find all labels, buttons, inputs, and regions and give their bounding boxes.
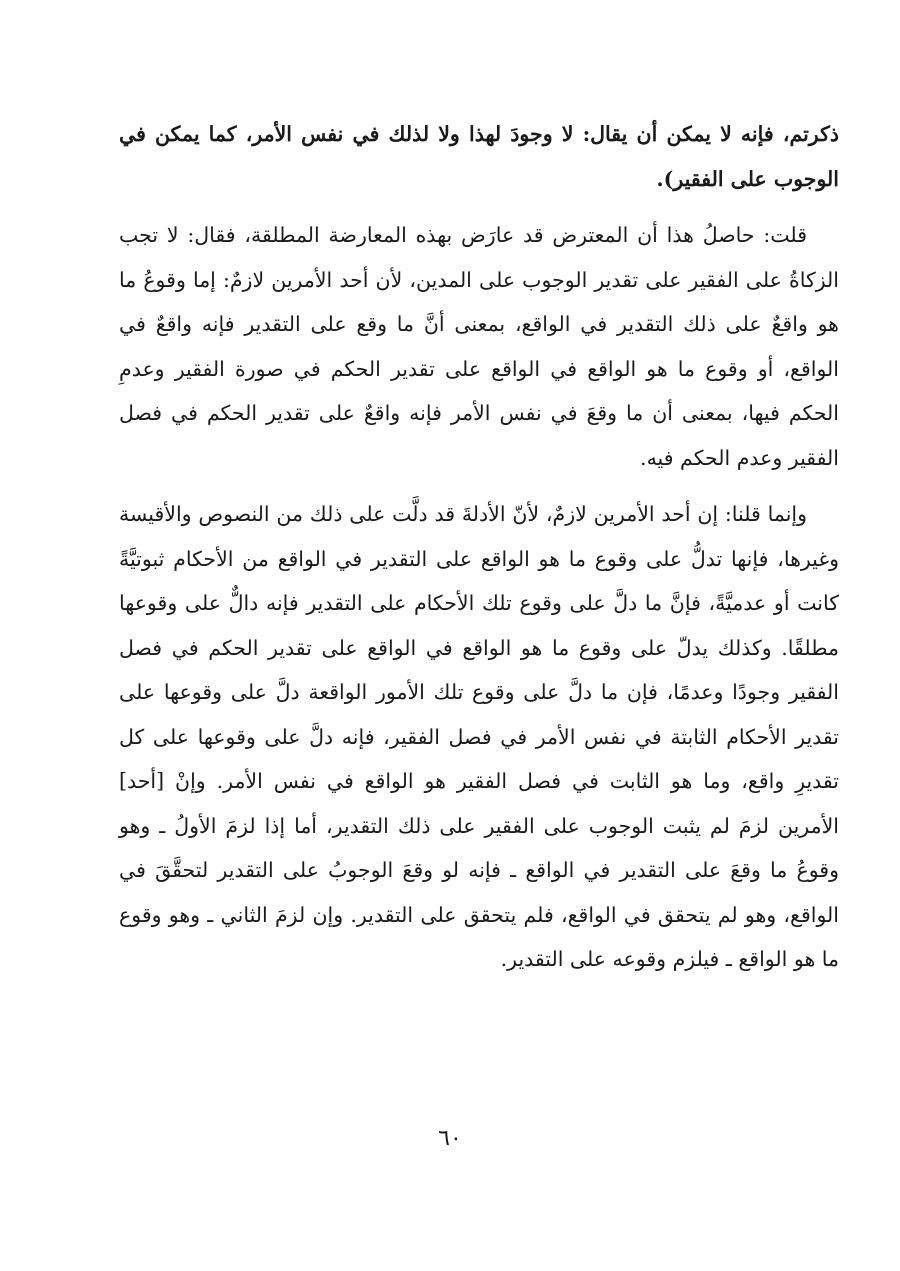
page-number: ٦٠ [438, 1126, 462, 1151]
page-body [119, 112, 839, 994]
paragraph-argument: وإنما قلنا: إن أحد الأمرين لازمٌ، لأنّ الأدلةَ قد دلَّت على ذلك من النصوص والأقيسة وغيرها، فإنها تدلُّ على وقوع ما هو الواقع على التقدير في الواقع من الأحكام ثبوتيَّةً كانت أو عدميَّةً، فإنَّ ما دلَّ على وقوع تلك الأحكام على التقدير فإنه دالٌّ على وقوعها مطلقًا. وكذلك يدلّ على وقوع ما هو الواقع في الواقع على تقدير الحكم في فصل الفقير وجودًا وعدمًا، فإن ما دلَّ على وقوع تلك الأمور الواقعة دلَّ على وقوعها على تقدير الأحكام الثابتة في نفس الأمر في فصل الفقير، فإنه دلَّ على وقوعها على كل تقديرِ واقع، وما هو الثابت في فصل الفقير هو الواقع في نفس الأمر. وإنْ [أحد] الأمرين لزمَ لم يثبت الوجوب على الفقير على ذلك التقدير، أما إذا لزمَ الأولُ ـ وهو وقوعُ ما وقعَ على التقدير في الواقع ـ فإنه لو وقعَ الوجوبُ على التقدير لتحقَّقَ في الواقع، وهو لم يتحقق في الواقع، فلم يتحقق على التقدير. وإن لزمَ الثاني ـ وهو وقوع ما هو الواقع ـ فيلزم وقوعه على التقدير. [119, 502, 839, 971]
paragraph-continuation: ذكرتم، فإنه لا يمكن أن يقال: لا وجودَ لهذا ولا لذلك في نفس الأمر، كما يمكن في الوجوب على الفقير). [119, 122, 839, 191]
paragraph-response: قلت: حاصلُ هذا أن المعترض قد عارَض بهذه المعارضة المطلقة، فقال: لا تجب الزكاةُ على الفقير على تقدير الوجوب على المدين، لأن أحد الأمرين لازمٌ: إما وقوعُ ما هو واقعٌ على ذلك التقدير في الواقع، بمعنى أنَّ ما وقع على التقدير فإنه واقعٌ في الواقع، أو وقوع ما هو الواقع في الواقع على تقدير الحكم في صورة الفقير وعدمِ الحكم فيها، بمعنى أن ما وقعَ في نفس الأمر فإنه واقعٌ على تقدير الحكم في فصل الفقير وعدم الحكم فيه. [119, 223, 839, 470]
